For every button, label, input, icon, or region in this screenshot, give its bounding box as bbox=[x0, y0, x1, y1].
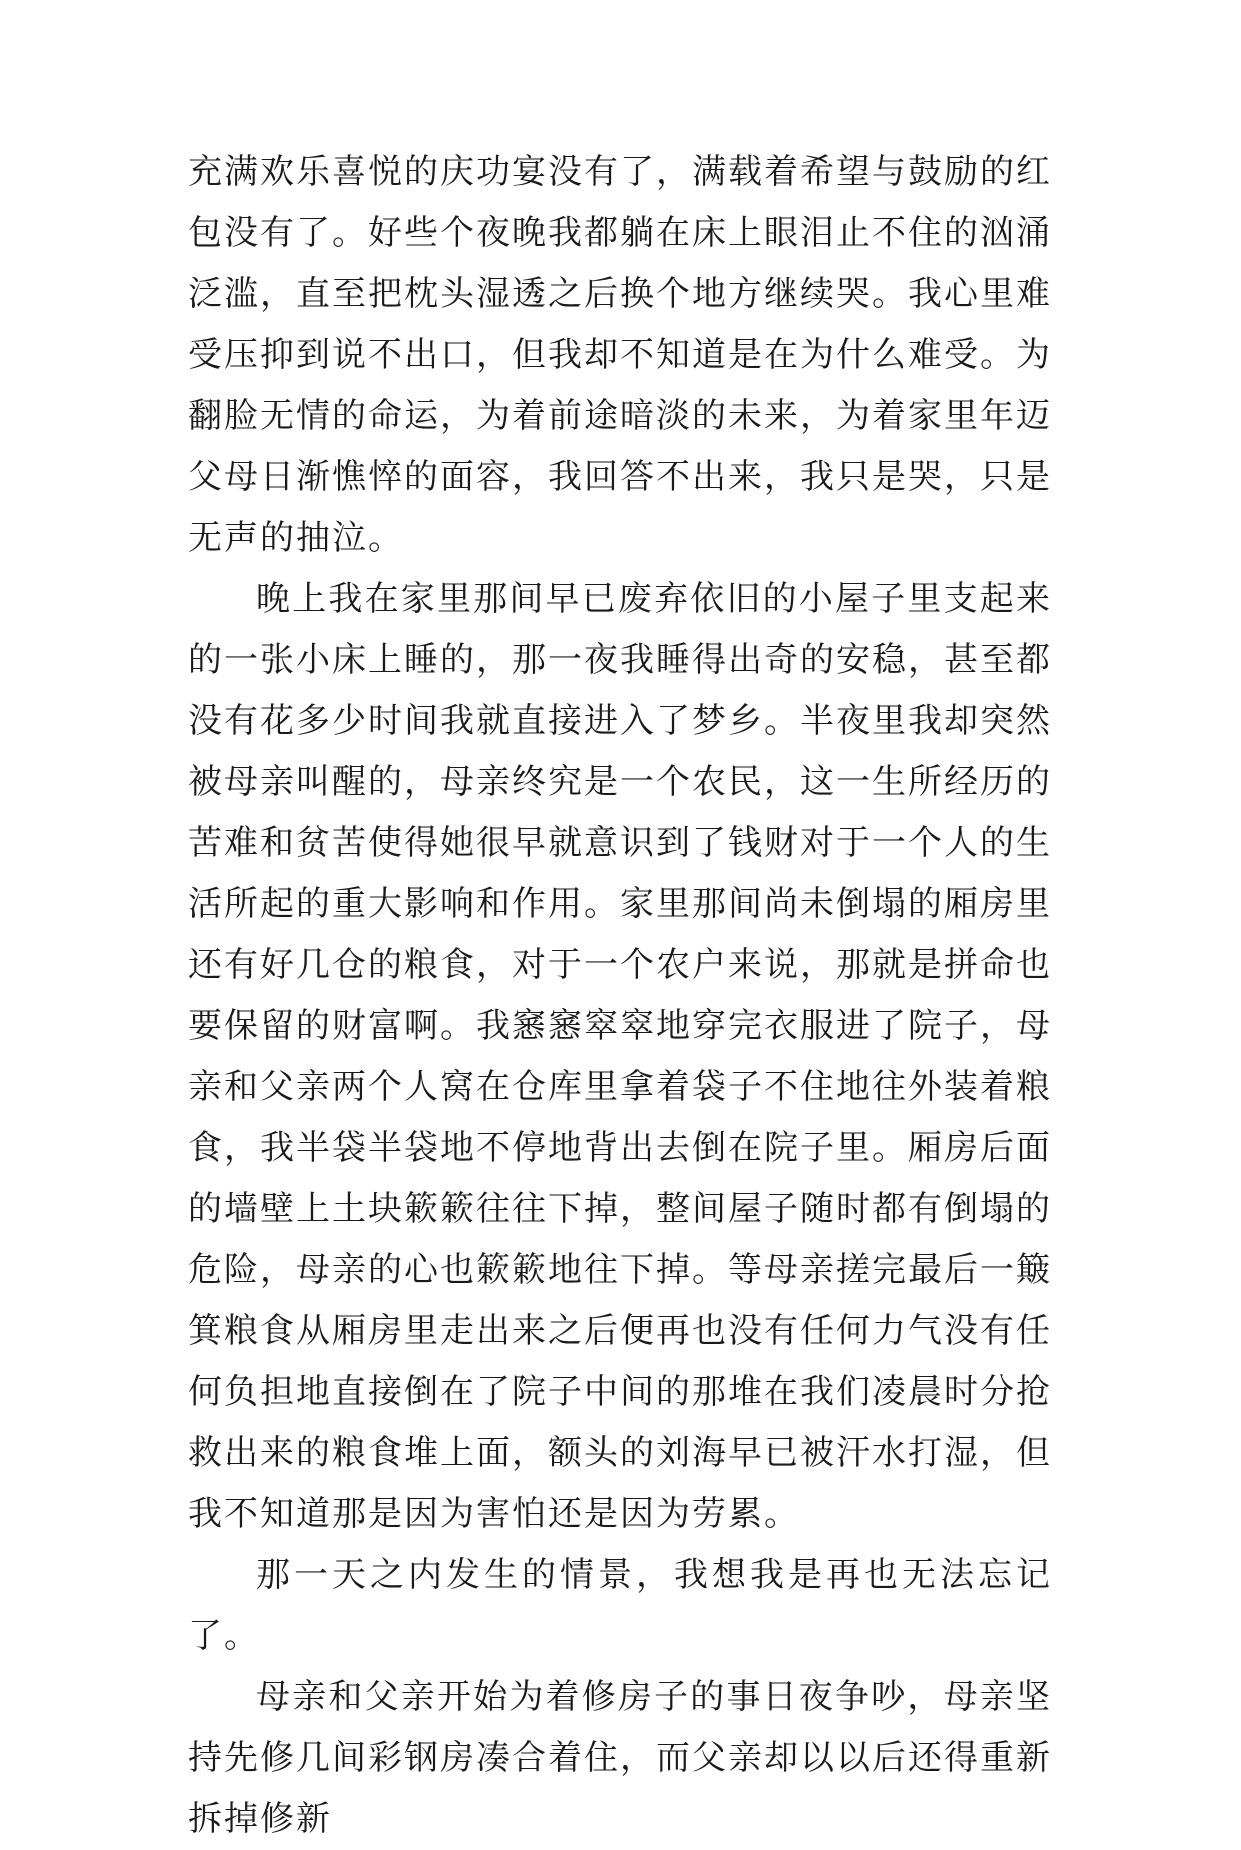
paragraph-3: 那一天之内发生的情景，我想我是再也无法忘记了。 bbox=[188, 1555, 1052, 1656]
body-text bbox=[188, 142, 1052, 1850]
paragraph-2: 晚上我在家里那间早已废弃依旧的小屋子里支起来的一张小床上睡的，那一夜我睡得出奇的安稳，甚至都没有花多少时间我就直接进入了梦乡。半夜里我却突然被母亲叫醒的，母亲终究是一个农民，这一生所经历的苦难和贫苦使得她很早就意识到了钱财对于一个人的生活所起的重大影响和作用。家里那间尚未倒塌的厢房里还有好几仓的粮食，对于一个农户来说，那就是拼命也要保留的财富啊。我窸窸窣窣地穿完衣服进了院子，母亲和父亲两个人窝在仓库里拿着袋子不住地往外装着粮食，我半袋半袋地不停地背出去倒在院子里。厢房后面的墙壁上土块簌簌往往下掉，整间屋子随时都有倒塌的危险，母亲的心也簌簌地往下掉。等母亲搓完最后一簸箕粮食从厢房里走出来之后便再也没有任何力气没有任何负担地直接倒在了院子中间的那堆在我们凌晨时分抢救出来的粮食堆上面，额头的刘海早已被汗水打湿，但我不知道那是因为害怕还是因为劳累。 bbox=[188, 579, 1052, 1534]
paragraph-1: 充满欢乐喜悦的庆功宴没有了，满载着希望与鼓励的红包没有了。好些个夜晚我都躺在床上眼泪止不住的汹涌泛滥，直至把枕头湿透之后换个地方继续哭。我心里难受压抑到说不出口，但我却不知道是在为什么难受。为翻脸无情的命运，为着前途暗淡的未来，为着家里年迈父母日渐憔悴的面容，我回答不出来，我只是哭，只是无声的抽泣。 bbox=[188, 152, 1052, 558]
paragraph-4: 母亲和父亲开始为着修房子的事日夜争吵，母亲坚持先修几间彩钢房凑合着住，而父亲却以以后还得重新拆掉修新 bbox=[188, 1677, 1052, 1839]
